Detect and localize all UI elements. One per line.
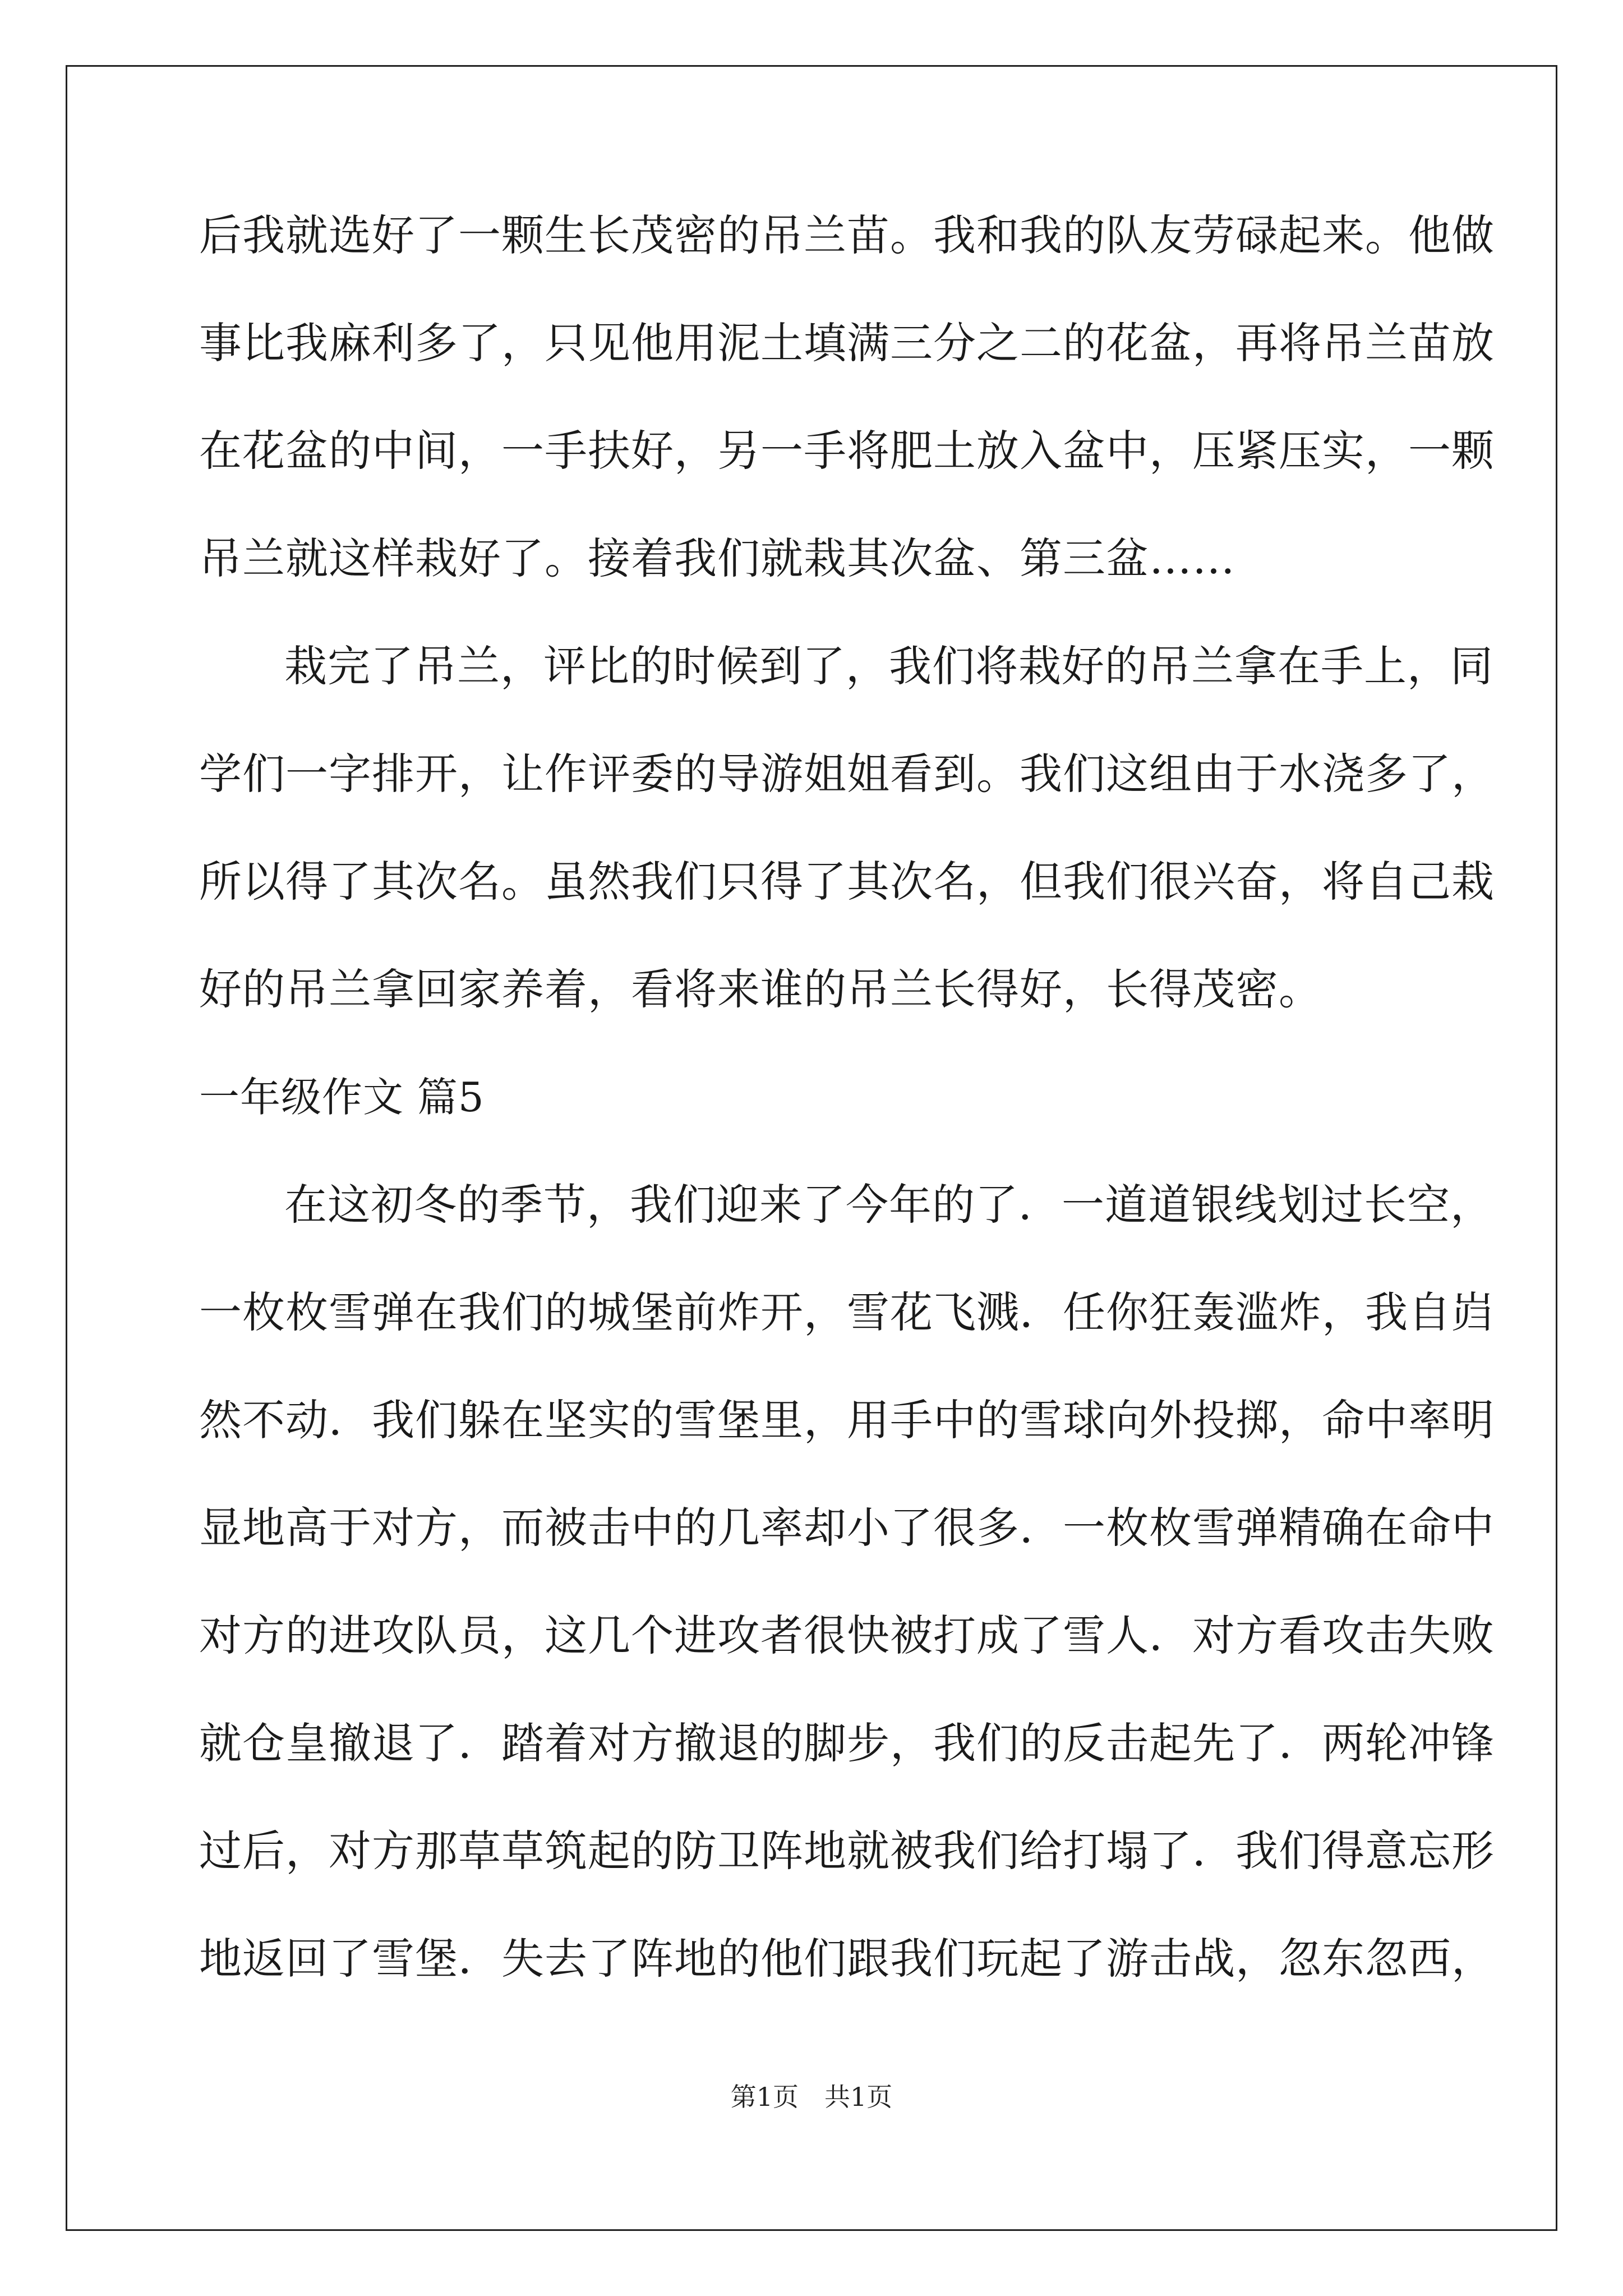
page-total: 共1页 [824,2082,893,2112]
text-line: 对方的进攻队员，这几个进攻者很快被打成了雪人．对方看攻击失败 [199,1611,1495,1660]
text-line: 后我就选好了一颗生长茂密的吊兰苗。我和我的队友劳碌起来。他做 [199,210,1495,260]
text-line: 好的吊兰拿回家养着，看将来谁的吊兰长得好，长得茂密。 [199,964,1322,1014]
text-line: 事比我麻利多了，只见他用泥土填满三分之二的花盆，再将吊兰苗放 [199,318,1495,368]
text-line: 吊兰就这样栽好了。接着我们就栽其次盆、第三盆…… [199,533,1235,583]
page-number: 第1页 [730,2082,799,2112]
text-line: 然不动．我们躲在坚实的雪堡里，用手中的雪球向外投掷，命中率明 [199,1395,1495,1445]
page-border [66,65,1557,2231]
text-line: 地返回了雪堡．失去了阵地的他们跟我们玩起了游击战，忽东忽西， [199,1934,1495,1984]
text-line: 一枚枚雪弹在我们的城堡前炸开，雪花飞溅．任你狂轰滥炸，我自岿 [199,1287,1495,1337]
section-heading: 一年级作文 篇5 [199,1074,485,1121]
text-line: 就仓皇撤退了．踏着对方撤退的脚步，我们的反击起先了．两轮冲锋 [199,1718,1495,1768]
text-line: 学们一字排开，让作评委的导游姐姐看到。我们这组由于水浇多了， [199,749,1495,799]
text-line: 栽完了吊兰，评比的时候到了，我们将栽好的吊兰拿在手上，同 [284,641,1493,691]
text-line: 过后，对方那草草筑起的防卫阵地就被我们给打塌了．我们得意忘形 [199,1826,1495,1876]
text-line: 在花盆的中间，一手扶好，另一手将肥土放入盆中，压紧压实，一颗 [199,426,1495,476]
text-line: 在这初冬的季节，我们迎来了今年的了．一道道银线划过长空， [284,1180,1493,1230]
page-footer [0,2080,1623,2114]
text-line: 显地高于对方，而被击中的几率却小了很多．一枚枚雪弹精确在命中 [199,1503,1495,1553]
text-line: 所以得了其次名。虽然我们只得了其次名，但我们很兴奋，将自己栽 [199,857,1495,907]
